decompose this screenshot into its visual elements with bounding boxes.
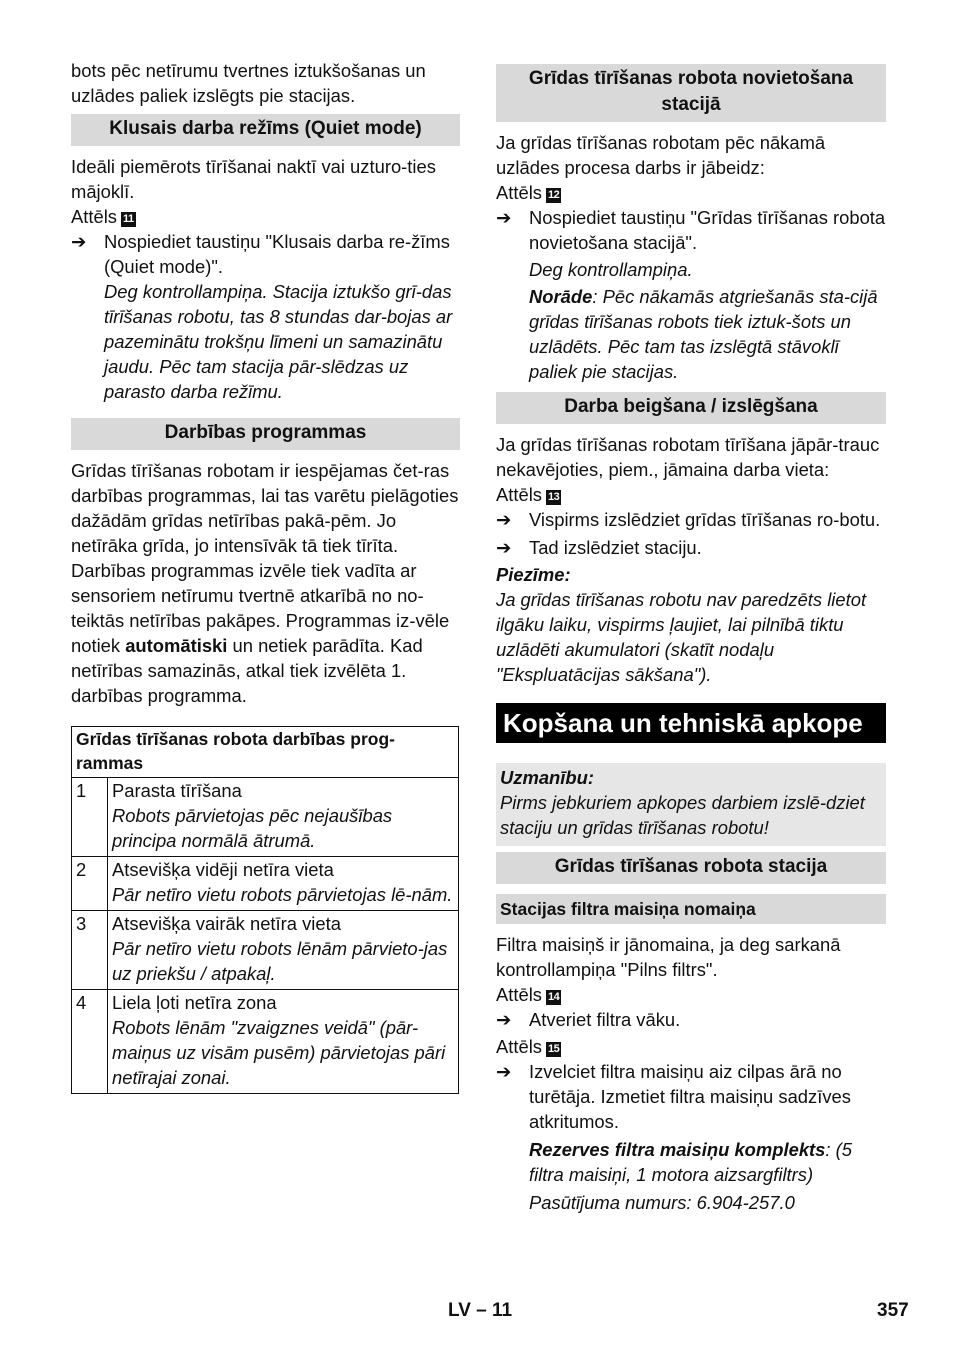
figure-ref (496, 180, 886, 205)
caution-text: Pirms jebkuriem apkopes darbiem izslē-dziet staciju un grīdas tīrīšanas robotu! (500, 792, 865, 838)
row-title: Atsevišķa vidēji netīra vieta (112, 859, 334, 880)
intro-text: bots pēc netīrumu tvertnes iztukšošanas un uzlādes paliek izslēgts pie stacijas. (71, 60, 426, 106)
spare-label: Rezerves filtra maisiņu komplekts (529, 1139, 826, 1160)
footer-language: LV (448, 1300, 471, 1321)
row-title: Atsevišķa vairāk netīra vieta (112, 913, 341, 934)
figure-label: Attēls (496, 182, 542, 203)
step-text: Atveriet filtra vāku. (529, 1009, 681, 1030)
step-result: Deg kontrollampiņa. (529, 259, 693, 280)
row-content (108, 990, 459, 1094)
programs-paragraph-2 (71, 558, 460, 708)
row-number: 1 (72, 778, 108, 857)
figure-number-badge: 13 (548, 491, 560, 503)
row-description: Pār netīro vietu robots lēnām pārvieto-jas uz priekšu / atpakaļ. (112, 938, 448, 984)
caution-box (496, 763, 886, 846)
note-label: Norāde (529, 286, 593, 307)
note-text: Ja grīdas tīrīšanas robotu nav paredzēts lietot ilgāku laiku, vispirms ļaujiet, lai pilnībā tiktu uzlādēti akumulatori (skatīt nodaļu "Ekspluatācijas sākšana"). (496, 589, 867, 685)
table-row (72, 911, 459, 990)
station-heading: Grīdas tīrīšanas robota stacija (496, 852, 886, 884)
table-header: Grīdas tīrīšanas robota darbības prog-rammas (72, 727, 459, 778)
filter-heading: Stacijas filtra maisiņa nomaiņa (496, 894, 886, 924)
paragraph-text: Darbības programmas izvēle tiek vadīta ar sensoriem netīrumu tvertnē atkarībā no no-teiktās netīrības pakāpes. Programmas iz-vēle notiek (71, 560, 450, 656)
spare-text: : (5 filtra maisiņi, 1 motora aizsargfiltrs) (529, 1139, 852, 1185)
figure-number-badge: 14 (548, 991, 560, 1003)
figure-ref (71, 204, 460, 229)
spare-parts-note (496, 1137, 886, 1187)
instruction-step (496, 205, 886, 255)
step-text: Nospiediet taustiņu "Klusais darba re-žīms (Quiet mode)". (104, 231, 450, 277)
note-text: : Pēc nākamās atgriešanās sta-cijā grīdas tīrīšanas robots tiek iztuk-šots un uzlādēts. Pēc tam tas izslēgtā stāvoklī paliek pie stacijas. (529, 286, 878, 382)
parking-text: Ja grīdas tīrīšanas robotam pēc nākamā uzlādes procesa darbs ir jābeidz: (496, 132, 826, 178)
instruction-step (496, 1059, 886, 1134)
order-number: Pasūtījuma numurs: 6.904-257.0 (529, 1192, 795, 1213)
instruction-step (496, 1007, 886, 1032)
figure-number-badge: 11 (123, 213, 134, 225)
step-text: Tad izslēdziet staciju. (529, 537, 702, 558)
instruction-step (496, 535, 886, 560)
figure-label: Attēls (496, 984, 542, 1005)
end-work-heading: Darba beigšana / izslēgšana (496, 392, 886, 424)
figure-number-badge: 15 (548, 1043, 560, 1055)
arrow-right-icon: ➔ (496, 537, 512, 558)
figure-ref (496, 482, 886, 507)
table-row (72, 990, 459, 1094)
figure-label: Attēls (71, 206, 117, 227)
paragraph-text: un netiek parādīta. Kad netīrības samazinās, atkal tiek izvēlēta 1. darbības programma. (71, 635, 423, 706)
row-number: 2 (72, 857, 108, 911)
step-text: Vispirms izslēdziet grīdas tīrīšanas ro-botu. (529, 509, 881, 530)
quiet-mode-text: Ideāli piemērots tīrīšanai naktī vai uzturo-ties mājoklī. (71, 156, 436, 202)
programs-table (71, 726, 459, 1094)
row-content (108, 778, 459, 857)
step-result: Deg kontrollampiņa. Stacija iztukšo grī-das tīrīšanas robotu, tas 8 stundas dar-bojas ar pazeminātu trokšņu līmeni un samazinātu jaudu. Pēc tam stacija pār-slēdzas uz parasto darba režīmu. (104, 281, 453, 402)
figure-ref (496, 1034, 886, 1059)
arrow-right-icon: ➔ (496, 207, 512, 228)
care-maintenance-heading: Kopšana un tehniskā apkope (496, 703, 886, 743)
end-work-text: Ja grīdas tīrīšanas robotam tīrīšana jāpār-trauc nekavējoties, piem., jāmaina darba vieta: (496, 434, 880, 480)
row-title: Liela ļoti netīra zona (112, 992, 277, 1013)
arrow-right-icon: ➔ (496, 509, 512, 530)
instruction-step (496, 507, 886, 532)
page-number: 357 (877, 1300, 909, 1321)
arrow-right-icon: ➔ (496, 1009, 512, 1030)
figure-number-badge: 12 (548, 189, 560, 201)
figure-label: Attēls (496, 484, 542, 505)
table-row (72, 857, 459, 911)
row-number: 4 (72, 990, 108, 1094)
row-description: Pār netīro vietu robots pārvietojas lē-nām. (112, 884, 453, 905)
figure-ref (496, 982, 886, 1007)
instruction-step (71, 229, 460, 279)
row-description: Robots pārvietojas pēc nejaušības principa normālā ātrumā. (112, 805, 393, 851)
filter-text: Filtra maisiņš ir jānomaina, ja deg sarkanā kontrollampiņa "Pilns filtrs". (496, 934, 841, 980)
right-column (496, 58, 886, 1215)
left-column (71, 58, 460, 1094)
arrow-right-icon: ➔ (71, 231, 87, 252)
caution-label: Uzmanību: (500, 767, 594, 788)
quiet-mode-heading: Klusais darba režīms (Quiet mode) (71, 114, 460, 146)
step-text: Izvelciet filtra maisiņu aiz cilpas ārā no turētāja. Izmetiet filtra maisiņu sadzīves atkritumos. (529, 1061, 851, 1132)
figure-label: Attēls (496, 1036, 542, 1057)
programs-paragraph-1: Grīdas tīrīšanas robotam ir iespējamas čet-ras darbības programmas, lai tas varētu pielāgoties dažādām grīdas netīrības pakā-pēm. Jo netīrāka grīda, jo intensīvāk tā tiek tīrīta. (71, 460, 459, 556)
parking-heading: Grīdas tīrīšanas robota novietošana stacijā (496, 64, 886, 122)
row-description: Robots lēnām "zvaigznes veidā" (pār-maiņus uz visām pusēm) pārvietojas pāri netīrajai zonai. (112, 1017, 446, 1088)
row-number: 3 (72, 911, 108, 990)
programs-heading: Darbības programmas (71, 418, 460, 450)
bold-text: automātiski (125, 635, 228, 656)
arrow-right-icon: ➔ (496, 1061, 512, 1082)
row-content (108, 857, 459, 911)
row-title: Parasta tīrīšana (112, 780, 242, 801)
footer-section-page: – 11 (476, 1300, 513, 1321)
step-text: Nospiediet taustiņu "Grīdas tīrīšanas robota novietošana stacijā". (529, 207, 886, 253)
table-row (72, 778, 459, 857)
parking-note (496, 284, 886, 384)
footer-section (448, 1298, 512, 1323)
note-label: Piezīme: (496, 564, 571, 585)
row-content (108, 911, 459, 990)
